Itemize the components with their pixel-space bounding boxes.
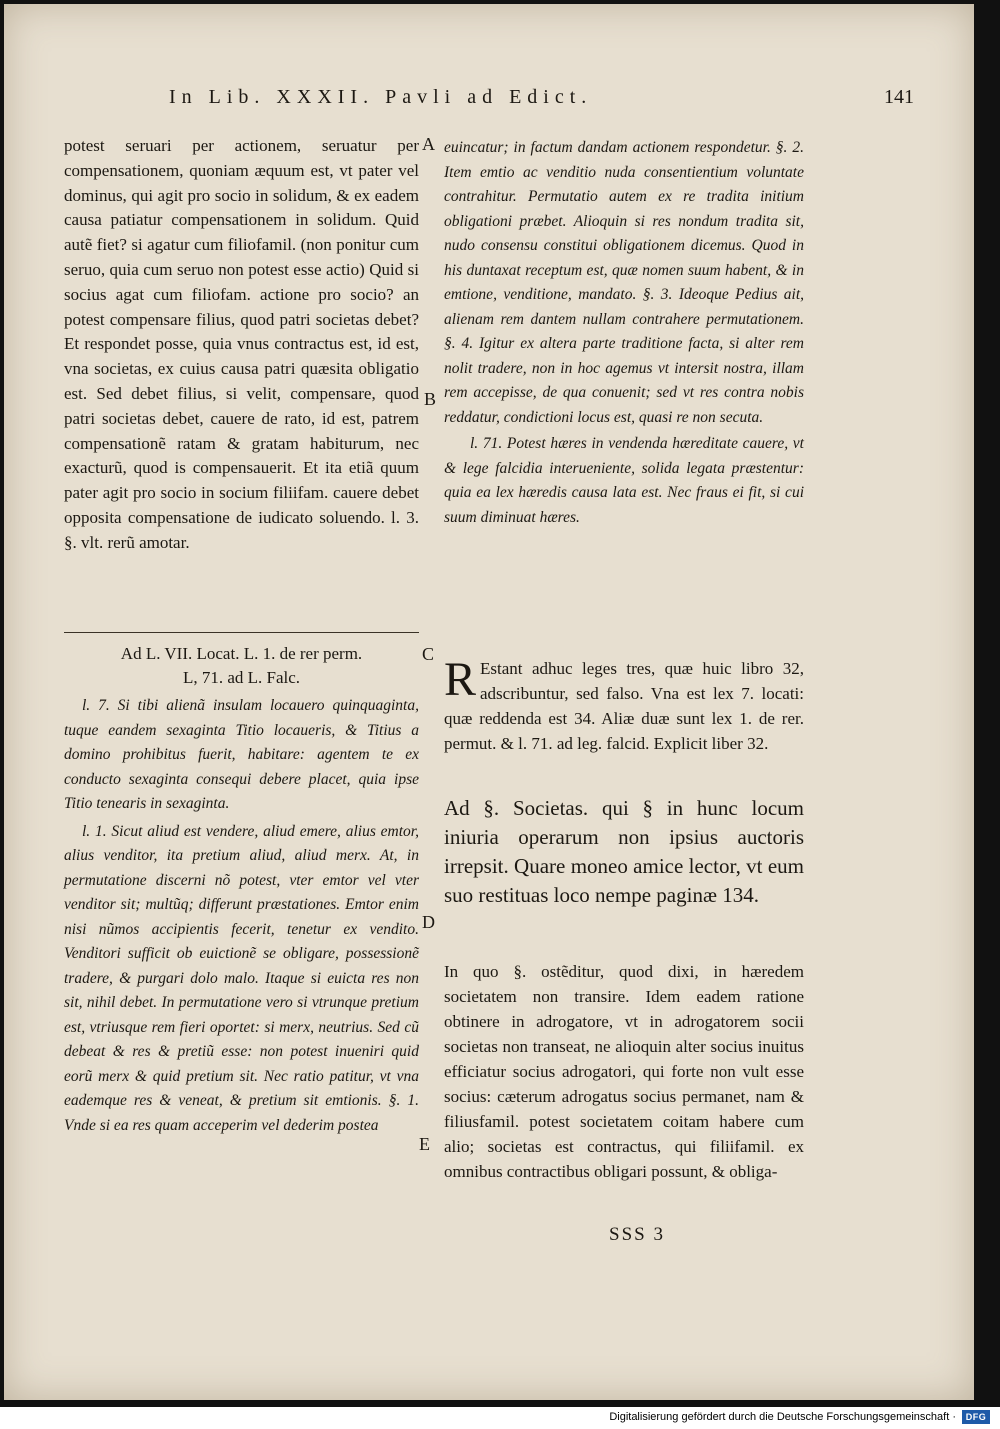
right-bottom-paragraph: In quo §. ostẽditur, quod dixi, in hæredem societatem non transire. Idem eadem ratione obtinere in adrogatore, vt in adrogatorem socii societas non transeat, ne alioquin alter socius inuitus efficiatur socius adrogatori, qui forte non vult esse socius: cæterum adrogatus socius permanet, nam & filiusfamil. potest societatem coitam habere cum alio; societas est contractus, qui filiifamil. ex omnibus contractibus obligari possunt, & obliga- [444, 962, 804, 1181]
left-column-laws [64, 694, 419, 1138]
margin-letter-b: B [424, 389, 437, 409]
book-page [4, 4, 974, 1400]
right-column-bottom [444, 959, 804, 1184]
restant-block [444, 653, 804, 756]
margin-letter-c: C [422, 644, 435, 664]
law-71-paragraph: l. 71. Potest hæres in vendenda hæreditate cauere, vt & lege falcidia interueniente, solida legata præstentur: quia ea lex hæredis causa lata est. Nec fraus ei fit, si cui suum diminuat hæres. [444, 435, 804, 526]
societas-note-block [444, 794, 804, 910]
drop-cap-letter: R [444, 653, 477, 706]
footer-credit: Digitalisierung gefördert durch die Deutsche Forschungsgemeinschaft · [609, 1411, 956, 1423]
right-column-top [444, 136, 804, 530]
footer-bar [0, 1407, 1000, 1429]
left-column-top [64, 134, 419, 556]
margin-letter-e: E [419, 1134, 430, 1154]
section-divider [64, 632, 419, 633]
right-top-paragraph: euincatur; in factum dandam actionem respondetur. §. 2. Item emtio ac venditio nuda consentientium voluntate contrahitur. Permutatio autem ex re tradita initium obligationi præbet. Alioquin si res nondum tradita sit, nudo consensu constitui obligationem dicemus. Quod in his duntaxat receptum est, quæ nomen suum habent, & in emtione, venditione, mandato. §. 3. Ideoque Pedius ait, alienam rem dantem nullam contrahere permutationem. §. 4. Igitur ex altera parte traditione facta, si alter rem nolit tradere, non in hoc agemus vt intersit nostra, illam rem accepisse, de qua conuenit; sed vt res contra nobis reddatur, condictioni locus est, quasi re non secuta. [444, 139, 804, 426]
margin-letter-a: A [422, 134, 435, 154]
dfg-logo: DFG [962, 1410, 990, 1424]
running-title: In Lib. XXXII. Pavli ad Edict. [169, 86, 593, 108]
signature-mark: SSS 3 [609, 1224, 665, 1245]
left-top-paragraph: potest seruari per actionem, seruatur per compensationem, quoniam æquum est, vt pater vel dominus, qui agit pro socio in solidum, & ex eadem causa patiatur compensationem in solidum. Quid autẽ fiet? si agatur cum filiofamil. (non ponitur cum seruo, quia cum seruo non potest esse actio) Quid si socius agat cum filiofam. actione pro socio? an potest compensare filius, quod patri societas debet? Et respondet posse, quia vnus contractus est, id est, vna societas, ex cuius causa patri quæsita obligatio est. Sed debet filius, si velit, compensare, quod patri societas debet, cauere de rato, id est, patrem compensationẽ ratam & gratam habiturum, nec exacturũ, quod is compensauerit. Et ita etiã quum pater agit pro socio in socium filiifam. cauere debet opposita compensatione de iudicato soluendo. l. 3. §. vlt. rerũ amotar. [64, 136, 419, 552]
section-title-line-1: Ad L. VII. Locat. L. 1. de rer perm. [120, 644, 363, 663]
law-1-paragraph: l. 1. Sicut aliud est vendere, aliud emere, alius emtor, alius venditor, ita pretium aliud, aliud merx. At, in permutatione discerni nõ potest, vter emtor vel vter venditor sit; multũq; differunt præstationes. Emtor enim nisi nũmos accipientis fecerit, tenetur ex vendito. Venditori sufficit ob euictionẽ se obligare, possessionẽ tradere, & purgari dolo malo. Itaque si euicta res non sit, nihil debet. In permutatione vero si vtrunque pretium est, vtriusque rem fieri oportet: si merx, neutrius. Sed cũ debeat & res & pretiũ esse: non potest inueniri quid eorũ merx & quid pretium sit. Nec ratio patitur, vt vna eademque res & veneat, & pretium sit emtionis. §. 1. Vnde si ea res quam acceperim vel dederim postea [64, 822, 419, 1134]
societas-note: Ad §. Societas. qui § in hunc locum iniuria operarum non ipsius auctoris irrepsit. Quare moneo amice lector, vt eum suo restituas loco nempe paginæ 134. [444, 796, 804, 907]
section-title-line-2: L, 71. ad L. Falc. [182, 668, 301, 687]
page-number: 141 [884, 86, 914, 108]
restant-paragraph: Estant adhuc leges tres, quæ huic libro 32, adscribuntur, sed falso. Vna est lex 7. locati: quæ reddenda est 34. Aliæ duæ sunt lex 1. de rer. permut. & l. 71. ad leg. falcid. Explicit liber 32. [444, 659, 804, 753]
law-7-paragraph: l. 7. Si tibi alienã insulam locauero quinquaginta, tuque eandem sexaginta Titio locaueris, & Titius a domino prohibitus fuerit, habitare: agentem te ex conducto sexaginta consequi debere placet, quia ipse Titio tenearis in sexaginta. [64, 697, 419, 812]
margin-letter-d: D [422, 912, 435, 932]
section-title [64, 642, 419, 690]
